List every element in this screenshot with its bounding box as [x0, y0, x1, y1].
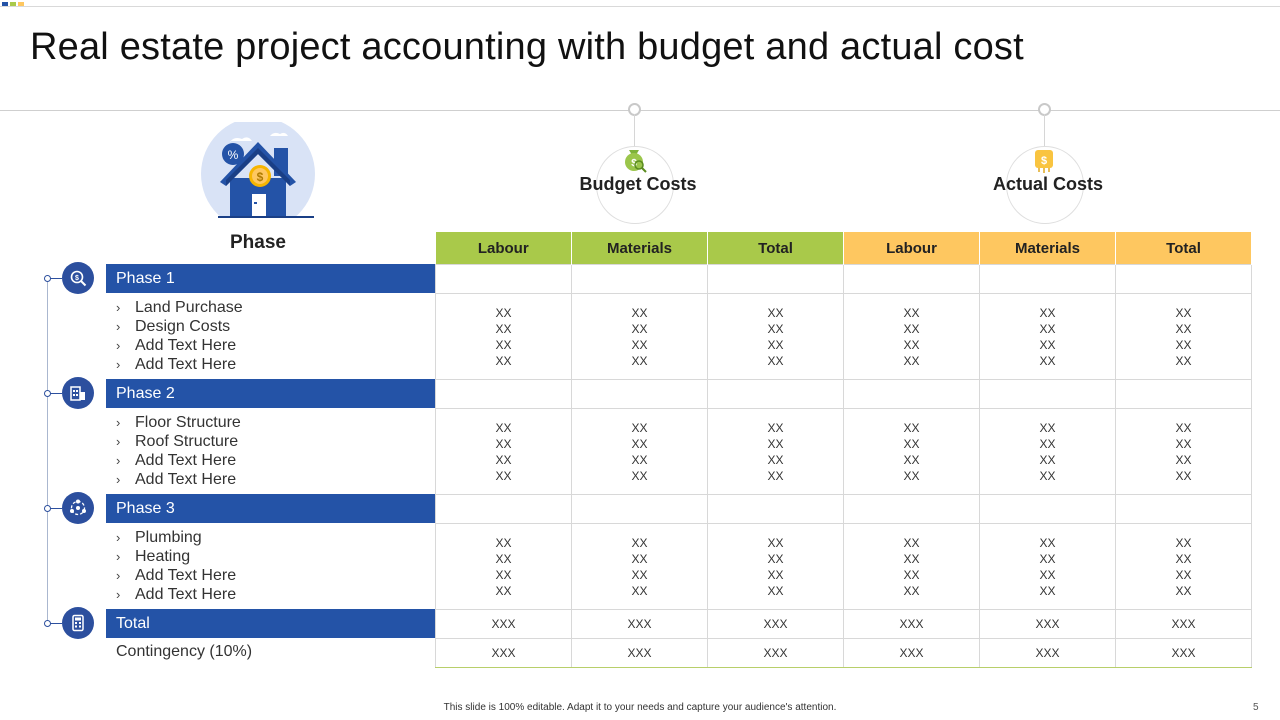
building-document-icon [69, 384, 87, 402]
cell-value: XX [631, 583, 648, 598]
contingency-cell: XXX [572, 639, 708, 668]
cell-value: XX [767, 551, 784, 566]
table-cell [844, 294, 980, 380]
top-divider [0, 6, 1280, 7]
item-label: Plumbing [135, 529, 202, 546]
cell-value: XX [903, 535, 920, 550]
contingency-cell: XXX [436, 639, 572, 668]
table-cell [708, 409, 844, 495]
cell-value: XX [1175, 583, 1192, 598]
cell-value: XX [903, 583, 920, 598]
cell-value: XX [767, 436, 784, 451]
cell-value: XX [1039, 452, 1056, 467]
cell-value: XX [1039, 420, 1056, 435]
cell-value: XX [903, 567, 920, 582]
cell-value: XX [495, 583, 512, 598]
cell-value: XX [767, 567, 784, 582]
item-label: Heating [135, 548, 191, 565]
list-item [116, 547, 436, 566]
table-cell [572, 524, 708, 610]
item-label: Add Text Here [135, 471, 237, 488]
list-item [116, 355, 436, 374]
list-item [116, 336, 436, 355]
table-cell [1116, 409, 1252, 495]
footer-note: This slide is 100% editable. Adapt it to your needs and capture your audience's attention. [443, 702, 837, 713]
table-cell [844, 409, 980, 495]
cell-value: XX [1039, 551, 1056, 566]
actual-costs-label: Actual Costs [992, 174, 1104, 194]
cell-value: XX [767, 468, 784, 483]
table-cell [980, 409, 1116, 495]
total-cell: XXX [708, 610, 844, 639]
phase-3-bar: Phase 3 [106, 494, 435, 523]
phase-3-icon-circle [62, 492, 94, 524]
total-cell: XXX [436, 610, 572, 639]
contingency-cell: XXX [708, 639, 844, 668]
list-item [116, 470, 436, 489]
item-label: Add Text Here [135, 337, 237, 354]
cell-value: XX [1175, 337, 1192, 352]
cell-value: XX [495, 321, 512, 336]
money-bag-magnifier-icon [620, 146, 648, 174]
cell-value: XX [1039, 321, 1056, 336]
cell-value: XX [903, 551, 920, 566]
cell-value: XX [631, 535, 648, 550]
item-label: Roof Structure [135, 433, 239, 450]
cell-value: XX [631, 452, 648, 467]
cell-value: XX [495, 337, 512, 352]
phase-3-spacer-row [436, 495, 1252, 524]
table-cell [1116, 524, 1252, 610]
cell-value: XX [495, 305, 512, 320]
item-label: Floor Structure [135, 414, 241, 431]
item-label: Add Text Here [135, 452, 237, 469]
timeline-connector [50, 278, 62, 279]
cell-value: XX [631, 321, 648, 336]
table-cell [436, 294, 572, 380]
cell-value: XX [903, 305, 920, 320]
contingency-cell: XXX [844, 639, 980, 668]
cell-value: XX [631, 551, 648, 566]
table-cell [436, 495, 572, 524]
cell-value: XX [1175, 436, 1192, 451]
chevron-right-icon: › [116, 319, 121, 334]
table-cell [980, 380, 1116, 409]
cell-value: XX [1039, 353, 1056, 368]
table-cell [1116, 495, 1252, 524]
item-label: Add Text Here [135, 586, 237, 603]
cell-value: XX [1039, 337, 1056, 352]
cell-value: XX [631, 468, 648, 483]
chevron-right-icon: › [116, 530, 121, 545]
svg-text:$: $ [75, 275, 79, 282]
budget-materials-header: Materials [572, 232, 708, 265]
list-item [116, 413, 436, 432]
item-label: Design Costs [135, 318, 231, 335]
table-cell [708, 495, 844, 524]
cell-value: XX [767, 321, 784, 336]
cell-value: XX [1039, 305, 1056, 320]
table-cell [844, 380, 980, 409]
cell-value: XX [767, 305, 784, 320]
slide-title: Real estate project accounting with budget and actual cost [30, 26, 1024, 68]
cell-value: XX [1175, 420, 1192, 435]
table-cell [1116, 294, 1252, 380]
list-item [116, 432, 436, 451]
contingency-label: Contingency (10%) [116, 643, 253, 660]
money-search-icon [69, 269, 87, 287]
list-item [116, 298, 436, 317]
cell-value: XX [767, 452, 784, 467]
cell-value: XX [495, 452, 512, 467]
table-cell [708, 294, 844, 380]
cell-value: XX [1039, 567, 1056, 582]
list-item [116, 566, 436, 585]
cost-table [435, 232, 1252, 668]
table-cell [572, 294, 708, 380]
cell-value: XX [495, 535, 512, 550]
phase-3-values-row [436, 524, 1252, 610]
cell-value: XX [903, 436, 920, 451]
cell-value: XX [495, 353, 512, 368]
budget-total-header: Total [708, 232, 844, 265]
pin-line [634, 114, 635, 146]
coin-circuit-icon [1030, 146, 1058, 174]
network-cycle-icon [69, 499, 87, 517]
cell-value: XX [903, 321, 920, 336]
chevron-right-icon: › [116, 357, 121, 372]
table-cell [980, 265, 1116, 294]
item-label: Add Text Here [135, 567, 237, 584]
contingency-row [436, 639, 1252, 668]
cell-value: XX [903, 353, 920, 368]
total-bar: Total [106, 609, 435, 638]
table-cell [1116, 265, 1252, 294]
total-icon-circle [62, 607, 94, 639]
cell-value: XX [767, 337, 784, 352]
table-cell [844, 265, 980, 294]
phase-1-bar: Phase 1 [106, 264, 435, 293]
chevron-right-icon: › [116, 434, 121, 449]
page-number: 5 [1253, 702, 1259, 713]
cell-value: XX [1175, 305, 1192, 320]
total-cell: XXX [844, 610, 980, 639]
table-cell [572, 409, 708, 495]
chevron-right-icon: › [116, 453, 121, 468]
chevron-right-icon: › [116, 568, 121, 583]
cell-value: XX [631, 420, 648, 435]
list-item [116, 528, 436, 547]
svg-text:$: $ [256, 170, 264, 184]
cell-value: XX [631, 567, 648, 582]
phase-2-spacer-row [436, 380, 1252, 409]
cell-value: XX [631, 436, 648, 451]
total-cell: XXX [572, 610, 708, 639]
cell-value: XX [767, 583, 784, 598]
cell-value: XX [631, 305, 648, 320]
budget-labour-header: Labour [436, 232, 572, 265]
table-cell [708, 265, 844, 294]
phase-1-icon-circle [62, 262, 94, 294]
cell-value: XX [1175, 567, 1192, 582]
table-cell [436, 380, 572, 409]
list-item [116, 451, 436, 470]
cell-value: XX [1039, 583, 1056, 598]
svg-text:$: $ [631, 158, 637, 169]
chevron-right-icon: › [116, 338, 121, 353]
cell-value: XX [903, 452, 920, 467]
table-cell [708, 524, 844, 610]
contingency-cell: XXX [980, 639, 1116, 668]
total-cell: XXX [1116, 610, 1252, 639]
list-item [116, 317, 436, 336]
actual-labour-header: Labour [844, 232, 980, 265]
cell-value: XX [1039, 535, 1056, 550]
table-cell [844, 495, 980, 524]
cell-value: XX [1175, 452, 1192, 467]
phase-2-items [116, 413, 436, 489]
cell-value: XX [631, 337, 648, 352]
chevron-right-icon: › [116, 415, 121, 430]
total-cell: XXX [980, 610, 1116, 639]
budget-costs-label: Budget Costs [579, 174, 697, 194]
phase-1-items [116, 298, 436, 374]
calculator-icon [69, 614, 87, 632]
phase-1-values-row [436, 294, 1252, 380]
contingency-cell: XXX [1116, 639, 1252, 668]
timeline-connector [50, 623, 62, 624]
cell-value: XX [1039, 468, 1056, 483]
cell-value: XX [1175, 321, 1192, 336]
table-cell [572, 265, 708, 294]
cell-value: XX [495, 567, 512, 582]
phase-2-bar: Phase 2 [106, 379, 435, 408]
timeline-line [47, 278, 48, 623]
phase-3-items [116, 528, 436, 604]
table-cell [980, 524, 1116, 610]
table-cell [436, 524, 572, 610]
cell-value: XX [1039, 436, 1056, 451]
timeline-connector [50, 393, 62, 394]
cell-value: XX [767, 353, 784, 368]
cell-value: XX [1175, 353, 1192, 368]
phase-column-header: Phase [230, 232, 286, 253]
cell-value: XX [1175, 551, 1192, 566]
cell-value: XX [495, 468, 512, 483]
timeline-connector [50, 508, 62, 509]
cell-value: XX [1175, 535, 1192, 550]
table-cell [436, 409, 572, 495]
chevron-right-icon: › [116, 472, 121, 487]
actual-materials-header: Materials [980, 232, 1116, 265]
table-cell [980, 294, 1116, 380]
chevron-right-icon: › [116, 300, 121, 315]
table-cell [572, 495, 708, 524]
phase-2-values-row [436, 409, 1252, 495]
table-cell [1116, 380, 1252, 409]
chevron-right-icon: › [116, 549, 121, 564]
cell-value: XX [903, 468, 920, 483]
actual-total-header: Total [1116, 232, 1252, 265]
house-percent-coin-icon [200, 122, 316, 222]
table-cell [436, 265, 572, 294]
cell-value: XX [767, 535, 784, 550]
cell-value: XX [495, 551, 512, 566]
chevron-right-icon: › [116, 587, 121, 602]
table-cell [980, 495, 1116, 524]
svg-text:%: % [227, 148, 239, 162]
phase-2-icon-circle [62, 377, 94, 409]
cell-value: XX [903, 337, 920, 352]
table-cell [572, 380, 708, 409]
cell-value: XX [767, 420, 784, 435]
list-item [116, 585, 436, 604]
table-cell [844, 524, 980, 610]
cell-value: XX [495, 436, 512, 451]
cell-value: XX [495, 420, 512, 435]
table-header-row [436, 232, 1252, 265]
total-row [436, 610, 1252, 639]
phase-1-spacer-row [436, 265, 1252, 294]
cell-value: XX [903, 420, 920, 435]
table-cell [708, 380, 844, 409]
item-label: Land Purchase [135, 299, 243, 316]
cell-value: XX [1175, 468, 1192, 483]
pin-line [1044, 114, 1045, 146]
svg-text:$: $ [1040, 155, 1048, 167]
item-label: Add Text Here [135, 356, 237, 373]
cell-value: XX [631, 353, 648, 368]
